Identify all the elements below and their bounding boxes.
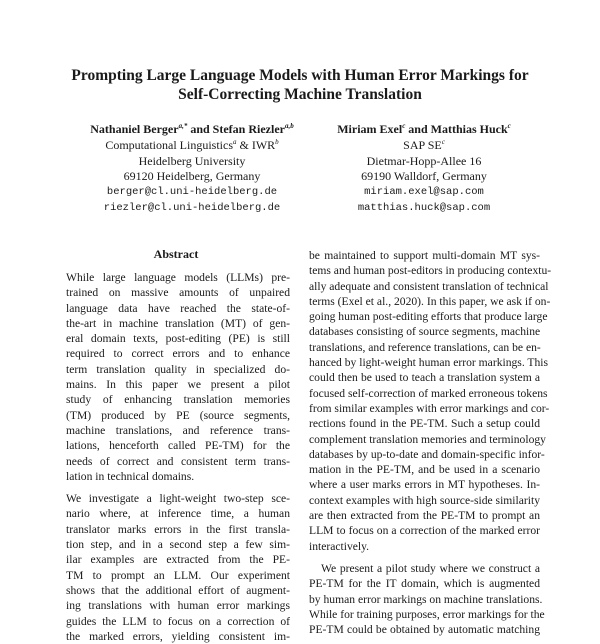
- text-line: ally adequate and consistent translation of technical: [309, 279, 549, 293]
- author-name: Stefan Riezler: [212, 122, 285, 136]
- email: miriam.exel@sap.com: [364, 186, 484, 199]
- text-line: tion step, and in a second step a few sim-: [66, 538, 290, 552]
- text-line: required to correct errors and to enhance: [66, 347, 290, 361]
- company-name: SAP SE: [403, 137, 442, 152]
- text-line: needs of correct and consistent term trans-: [66, 454, 290, 468]
- text-line: nario where, at inference time, a human: [66, 507, 290, 521]
- text-line: translations, and reference translations, can be en-: [309, 340, 541, 354]
- text-line: ilar examples are extracted from the PE-: [66, 553, 290, 567]
- abstract-heading: Abstract: [153, 247, 199, 261]
- text-line: going human post-editing efforts that produce large: [309, 310, 548, 324]
- text-line: study of enhancing translation memories: [66, 393, 290, 407]
- text-line: LLM to focus on a correction of the marked error: [309, 524, 540, 538]
- abstract-paragraph: [66, 491, 290, 644]
- text-line: term translation quality in specialized do-: [66, 362, 290, 376]
- text-line: shows that the additional effort of augment-: [66, 583, 290, 597]
- text-line: PE-TM for the IT domain, which is augmented: [309, 577, 540, 591]
- abstract-paragraph: [66, 270, 290, 484]
- title-line: Self-Correcting Machine Translation: [178, 86, 422, 103]
- affiliation-marker: a,b: [284, 122, 294, 130]
- text-line: While for training purposes, error markings for the: [309, 607, 545, 621]
- affiliation: [72, 138, 312, 154]
- body-paragraph: [309, 561, 545, 637]
- text-line: eral domain texts, post-editing (PE) is still: [66, 332, 290, 346]
- address: 69120 Heidelberg, Germany: [123, 169, 261, 184]
- text-line: rections found in the PE-TM. Such a setup could: [309, 417, 540, 431]
- author-block-heidelberg: [72, 122, 312, 217]
- author-names: [72, 122, 312, 138]
- email: berger@cl.uni-heidelberg.de: [106, 186, 278, 199]
- text-line: machine translations, and reference trans-: [66, 423, 290, 437]
- text-line: terms (Exel et al., 2020). In this paper, we ask if on-: [309, 294, 551, 308]
- author-name: Matthias Huck: [430, 122, 508, 136]
- affiliation-marker: a: [233, 137, 237, 146]
- text-line: mains. In this paper we present a pilot: [66, 378, 290, 392]
- text-line: PE-TM could be obtained by automatic matching: [309, 623, 540, 637]
- text-line: by human error markings on machine translations.: [309, 592, 543, 606]
- text-line: (TM) produced by PE (source segments,: [66, 408, 290, 422]
- text-line: complement translation memories and terminology: [309, 432, 546, 446]
- text-line: ing translations with human error markings: [66, 599, 290, 613]
- affiliation-marker: c: [402, 122, 406, 130]
- affiliation-marker: b: [275, 137, 279, 146]
- affiliation-name: & IWR: [236, 137, 276, 152]
- text-line: mation in the PE-TM, and be used in a scenario: [309, 463, 540, 477]
- email: riezler@cl.uni-heidelberg.de: [103, 201, 281, 214]
- text-line: databases by up-to-date and domain-specific infor-: [309, 447, 545, 461]
- text-line: be maintained to support multi-domain MT sys-: [309, 249, 540, 262]
- right-column-body: [309, 248, 552, 637]
- text-line: lations, henceforth called PE-TM) for the: [66, 439, 290, 453]
- title-line: Prompting Large Language Models with Human Error Markings for: [71, 67, 529, 84]
- text-line: where a user marks errors in MT hypotheses. In-: [309, 478, 540, 492]
- text-line: We present a pilot study where we construct a: [321, 561, 540, 575]
- address: 69190 Walldorf, Germany: [361, 169, 487, 184]
- street: Dietmar-Hopp-Allee 16: [366, 153, 482, 168]
- text-line: We investigate a light-weight two-step sce-: [66, 492, 290, 506]
- email: matthias.huck@sap.com: [357, 201, 491, 214]
- text-line: could then be used to teach a translation system a: [309, 371, 540, 385]
- text-line: the-art in machine translation (MT) of gen-: [66, 316, 290, 330]
- affiliation-marker: a,*: [178, 122, 188, 130]
- text-line: focused self-correction of marked erroneous tokens: [309, 386, 548, 400]
- text-line: tems and human post-editors in producing contextu-: [309, 264, 552, 278]
- affiliation: [306, 138, 542, 154]
- text-line: language data have reached the state-of-: [66, 301, 290, 315]
- text-line: context examples with high source-side similarity: [309, 493, 540, 507]
- abstract-body: [66, 270, 290, 644]
- text-line: While large language models (LLMs) pre-: [66, 271, 290, 284]
- conjunction: and: [187, 122, 213, 136]
- text-line: TM to prompt an LLM. Our experiment: [66, 568, 290, 582]
- text-line: databases consisting of source segments, machine: [309, 325, 541, 339]
- affiliation-name: Computational Linguistics: [105, 137, 233, 152]
- text-line: trained on massive amounts of unpaired: [66, 286, 290, 300]
- text-line: from similar examples with error markings and cor-: [309, 401, 550, 415]
- text-line: guides the LLM to focus on a correction of: [66, 614, 290, 628]
- author-names: [306, 122, 542, 138]
- conjunction: and: [405, 122, 431, 136]
- paper-title: [0, 66, 600, 104]
- text-line: interactively.: [309, 539, 370, 553]
- affiliation-marker: c: [441, 137, 445, 146]
- text-line: the marked errors, yielding consistent im-: [66, 629, 290, 643]
- text-line: hanced by light-weight human error markings. This: [309, 356, 549, 370]
- author-name: Nathaniel Berger: [90, 122, 179, 136]
- text-line: lation in technical domains.: [66, 469, 195, 483]
- university: Heidelberg University: [138, 153, 246, 168]
- text-line: translator marks errors in the first transla-: [66, 522, 290, 536]
- author-name: Miriam Exel: [337, 122, 403, 136]
- author-block-sap: [306, 122, 542, 217]
- affiliation-marker: c: [507, 122, 511, 130]
- text-line: are then extracted from the PE-TM to prompt an: [309, 509, 540, 523]
- body-paragraph: [309, 248, 552, 554]
